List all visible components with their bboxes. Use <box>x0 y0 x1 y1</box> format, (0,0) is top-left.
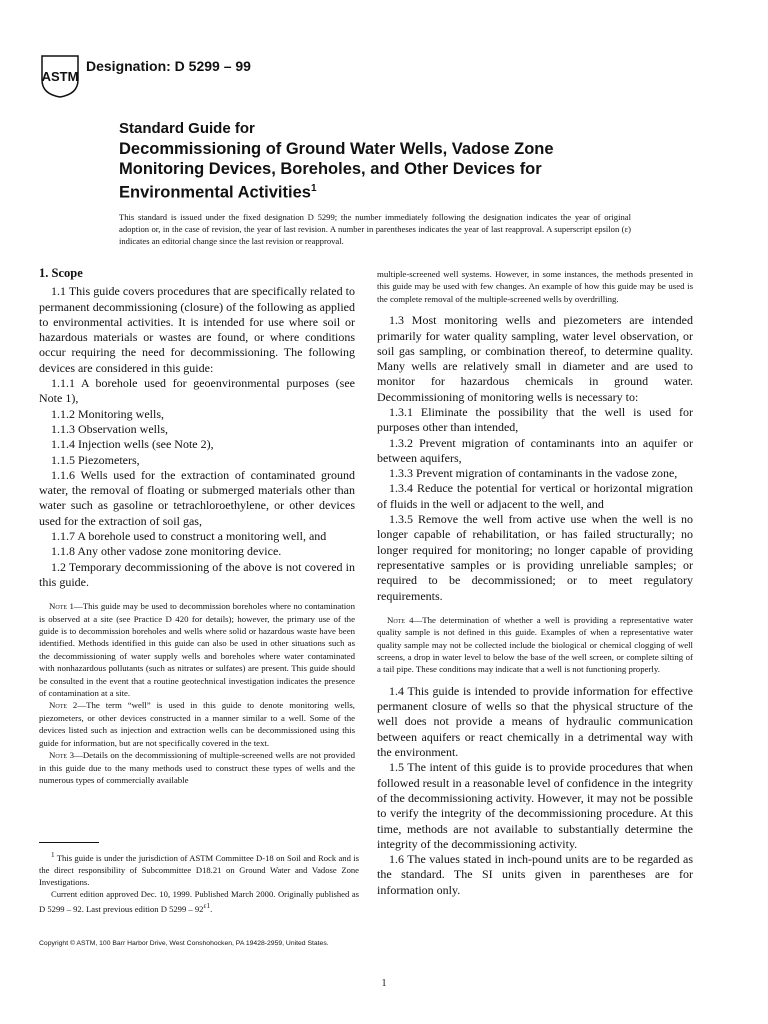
astm-logo <box>38 50 82 98</box>
paragraph-1-2: 1.2 Temporary decommissioning of the above is not covered in this guide. <box>39 559 355 589</box>
footnote-1: $^1$ This guide is under the jurisdiction of ASTM Committee D-18 on Soil and Rock and is the direct responsibility of Subcommittee D18.21 on Ground Water and Vadose Zone Investigations. <box>39 851 359 887</box>
document-title <box>119 119 679 203</box>
footnote-rule <box>39 842 99 843</box>
note-1: Note 1—This guide may be used to decommission boreholes where no contamination is observed at a site (see Practice D 420 for details); however, the primary use of the guide is to decommission boreholes and wells where solid or hazardous waste have been identified. Methods identified in this guide can also be used in other situations such as the decommissioning of water supply wells and boreholes where water contaminated with nonhazardous pollutants (such as nitrates or sulfates) are present. This guide should be consulted in the event that a routine geotechnical investigation indicates the presence of contamination at a site. <box>39 601 355 699</box>
right-column <box>377 268 693 898</box>
paragraph-1-3: 1.3 Most monitoring wells and piezometers are intended primarily for water quality sampling, water level observation, or soil gas sampling, or combination thereof, to determine quality. Many wells are relatively small in diameter and are used to monitor for hazardous chemicals in ground water. Decommissioning of monitoring wells is necessary to: <box>377 313 693 404</box>
standard-notice: This standard is issued under the fixed designation D 5299; the number immediately following the designation indicates the year of original adoption or, in the case of revision, the year of last revision. A number in parentheses indicates the year of last reapproval. A superscript epsilon (ε) indicates an editorial change since the last revision or reapproval. <box>119 212 631 246</box>
footnote-edition: Current edition approved Dec. 10, 1999. Published March 2000. Originally published as D 5299 – 92. Last previous edition D $5299 - 92^{\varepsilon 1}$. <box>39 888 359 914</box>
item-1-3-2: 1.3.2 Prevent migration of contaminants into an aquifer or between aquifers, <box>377 435 693 465</box>
note-4: Note 4—The determination of whether a well is providing a representative water quality sample is not defined in this guide. Examples of when a representative water quality sample may not be collected include the biological or chemical clogging of well screens, a drop in water level to below the base of the well screen, or complete silting of a tail pipe. These conditions may indicate that a well is not functioning properly. <box>377 614 693 675</box>
paragraph-1-5: 1.5 The intent of this guide is to provide procedures that when followed result in a reasonable level of confidence in the integrity of the decommissioning activity. However, it may not be possible to verify the integrity of the decommissioning procedure. At this time, methods are not available to substantially determine the integrity of the decommissioning activity. <box>377 760 693 851</box>
logo-text: ASTM <box>41 69 79 84</box>
item-1-3-3: 1.3.3 Prevent migration of contaminants in the vadose zone, <box>389 466 678 481</box>
note-3-label: Note 3 <box>49 750 75 761</box>
item-1-1-3: 1.1.3 Observation wells, <box>51 421 168 436</box>
title-footnote-mark: 1 <box>310 183 317 194</box>
item-1-1-6: 1.1.6 Wells used for the extraction of contaminated ground water, the removal of floating or submerged materials other than water such as gasoline or tetrachloroethylene, or other devices used for the extraction of soil gas, <box>39 467 355 528</box>
footnote <box>39 849 359 915</box>
item-1-3-4: 1.3.4 Reduce the potential for vertical or horizontal migration of fluids in the well or adjacent to the well, and <box>377 481 693 511</box>
paragraph-1-1: 1.1 This guide covers procedures that are specifically related to permanent decommissioning (closure) of the following as applied to environmental activities. It is intended for use where soil or hazardous materials or wastes are found, or where conditions occur requiring the need for decommissioning. The following devices are considered in this guide: <box>39 284 355 375</box>
designation: Designation: D 5299 – 99 <box>86 58 251 74</box>
note-2: Note 2—The term “well” is used in this guide to denote monitoring wells, piezometers, or other devices constructed in a manner similar to a well. Some of the devices listed such as injection and extraction wells can be decommissioned using this guide for information, but are not specifically covered in the text. <box>39 700 356 748</box>
item-1-1-1: 1.1.1 A borehole used for geoenvironmental purposes (see Note 1), <box>39 376 355 406</box>
paragraph-1-6: 1.6 The values stated in inch-pound units are to be regarded as the standard. The SI units given in parentheses are for information only. <box>377 852 693 897</box>
paragraph-1-4: 1.4 This guide is intended to provide information for effective permanent closure of wells so that the physical structure of the well does not provide a means of hydraulic communication between aquifers or react chemically in a detrimental way with the environment. <box>377 683 693 760</box>
title-line-2: Decommissioning of Ground Water Wells, Vadose Zone <box>119 140 554 158</box>
title-line-1: Standard Guide for <box>119 120 255 137</box>
note-2-label: Note 2 <box>49 700 78 711</box>
item-1-3-5: 1.3.5 Remove the well from active use when the well is no longer capable of rehabilitation, or has failed structurally; no longer required for monitoring; no longer capable of providing representative samples or is providing unreliable samples; or required to be decommissioned; or to meet regulatory requirements. <box>377 512 693 603</box>
item-1-1-8: 1.1.8 Any other vadose zone monitoring device. <box>51 544 282 559</box>
section-heading-scope: 1. Scope <box>39 266 83 280</box>
left-column <box>39 266 355 786</box>
title-line-4: Environmental Activities$^1$ <box>119 183 317 202</box>
copyright-notice: Copyright © ASTM, 100 Barr Harbor Drive, West Conshohocken, PA 19428-2959, United States. <box>39 940 329 947</box>
item-1-1-2: 1.1.2 Monitoring wells, <box>51 406 164 421</box>
note-1-label: Note 1 <box>49 601 74 612</box>
title-line-3: Monitoring Devices, Boreholes, and Other Devices for <box>119 160 542 178</box>
item-1-1-7: 1.1.7 A borehole used to construct a monitoring well, and <box>51 529 327 544</box>
note-3: Note 3—Details on the decommissioning of multiple-screened wells are not provided in this guide due to the many methods used to construct these types of wells and the numerous types of commercially available <box>39 750 355 785</box>
note-3-continued: multiple-screened well systems. However, in some instances, the methods presented in this guide may be used with few changes. An example of how this guide may be used is the complete removal of the multiple-screened wells by overdrilling. <box>377 269 693 304</box>
page-number: 1 <box>381 978 387 989</box>
item-1-3-1: 1.3.1 Eliminate the possibility that the well is used for purposes other than intended, <box>377 405 693 435</box>
item-1-1-4: 1.1.4 Injection wells (see Note 2), <box>51 437 214 452</box>
item-1-1-5: 1.1.5 Piezometers, <box>51 452 140 467</box>
note-4-label: Note 4 <box>387 614 414 625</box>
